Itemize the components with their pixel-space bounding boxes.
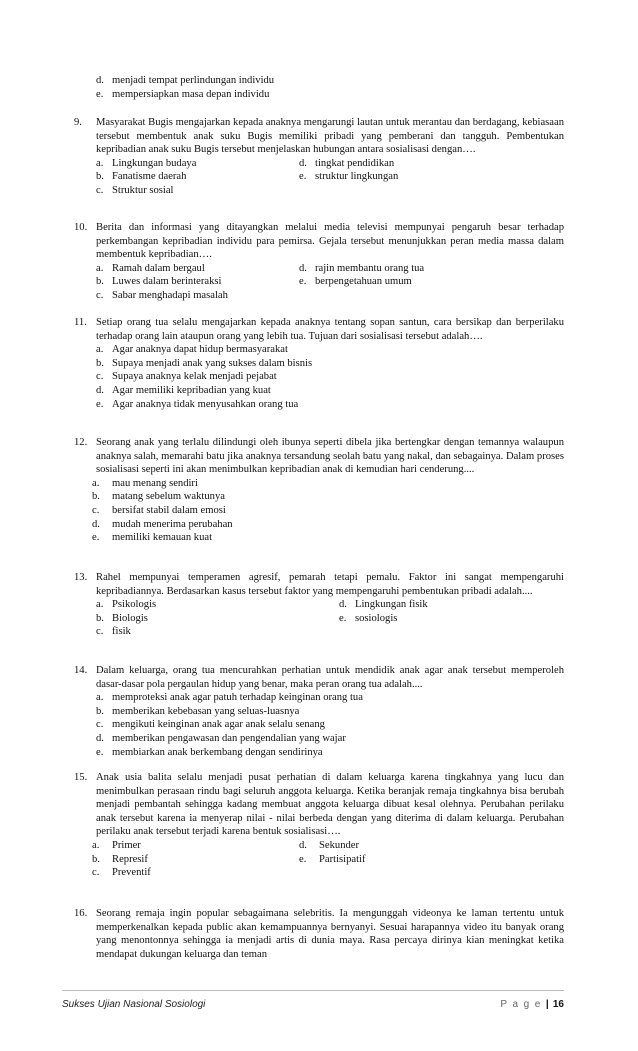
question-number: 14. <box>74 665 88 676</box>
option-b: b. Supaya menjadi anak yang sukses dalam bisnis <box>96 357 313 369</box>
option-b: b. memberikan kebebasan yang seluas-luasnya <box>96 705 300 717</box>
question-16 <box>74 907 564 961</box>
question-9 <box>74 116 564 198</box>
question-number: 13. <box>74 572 88 583</box>
question-number: 15. <box>74 772 88 783</box>
page-num: 16 <box>552 999 564 1010</box>
footer-page-number <box>500 998 564 1012</box>
option-d: d. mudah menerima perubahan <box>92 518 233 530</box>
option-e: e. mempersiapkan masa depan individu <box>96 88 270 100</box>
option-e: e. struktur lingkungan <box>299 171 399 183</box>
continued-options <box>74 74 564 101</box>
question-14 <box>74 664 564 759</box>
question-text: Seorang remaja ingin popular sebagaimana selebritis. Ia mengunggah videonya ke laman tertentu untuk memperkenalkan kepada public akan kemampuannya bernyanyi. Sesuai harapannya video itu banyak orang yang menontonnya sehingga ia menjadi artis di dunia maya. Rasa percaya dirinya kian meningkat ketika mendapat dukungan keluarga dan teman <box>96 908 564 960</box>
option-b: b. matang sebelum waktunya <box>92 491 225 503</box>
question-text: Masyarakat Bugis mengajarkan kepada anaknya mengarungi lautan untuk merantau dan berdagang, kebiasaan tersebut membentuk anak suku Bugis memiliki pribadi yang pemberani dan tangguh. Pembentukan kepribadian anak suku Bugis tersebut menjelaskan hubungan antara sosialisasi dengan…. <box>96 117 564 156</box>
option-a: a. Primer <box>92 839 141 851</box>
option-d: d. menjadi tempat perlindungan individu <box>96 75 275 86</box>
question-text: Seorang anak yang terlalu dilindungi oleh ibunya seperti dibela jika bertengkar dengan temannya walaupun anaknya salah, memarahi batu jika anaknya tersandung seolah batu yang nakal, dan sebagainya. Dalam proses sosialisasi seperti ini akan menimbulkan kepribadian anak di kemudian hari cenderung.... <box>96 437 564 476</box>
question-10 <box>74 221 564 303</box>
page-label: P a g e <box>500 999 542 1010</box>
question-15 <box>74 771 564 880</box>
question-text: Anak usia balita selalu menjadi pusat perhatian di dalam keluarga karena tingkahnya yang lucu dan menimbulkan perasaan rindu bagi seluruh anggota keluarga. Ketika beranjak remaja tingkahnya bisa berubah menjadi pembantah sehingga kadang membuat anggota keluarga dibuat kesal olehnya. Perubahan perilaku anak tersebut karena ia menyerap nilai - nilai berbeda dengan yang diterima di dalam keluarga. Perubahan perilaku anak tersebut terjadi karena bentuk sosialisasi…. <box>96 772 564 838</box>
option-d: d. Sekunder <box>299 839 360 851</box>
option-a: a. Lingkungan budaya <box>96 157 197 169</box>
option-e: e. Agar anaknya tidak menyusahkan orang tua <box>96 398 299 410</box>
question-number: 10. <box>74 222 88 233</box>
option-e: e. berpengetahuan umum <box>299 276 412 288</box>
option-d: d. rajin membantu orang tua <box>299 262 425 274</box>
question-text: Rahel mempunyai temperamen agresif, pemarah tetapi pemalu. Faktor ini sangat mempengaruhi kepribadiannya. Berdasarkan kasus tersebut faktor yang mempengaruhi pembentukan pribadi adalah.... <box>96 572 564 597</box>
question-12 <box>74 436 564 545</box>
option-b: b. Fanatisme daerah <box>96 171 187 183</box>
option-e: e. sosiologis <box>339 612 398 624</box>
question-11 <box>74 316 564 411</box>
option-c: c. Supaya anaknya kelak menjadi pejabat <box>96 371 277 383</box>
option-e: e. membiarkan anak berkembang dengan sendirinya <box>96 746 323 758</box>
option-c: c. Preventif <box>92 867 151 879</box>
page-separator: | <box>545 999 549 1010</box>
question-number: 9. <box>74 117 82 128</box>
footer-divider <box>62 990 564 991</box>
option-e: e. Partisipatif <box>299 853 366 865</box>
question-text: Setiap orang tua selalu mengajarkan kepada anaknya tentang sopan santun, cara bersikap dan berperilaku terhadap orang lain ataupun orang yang lebih tua. Tujuan dari sosialisasi tersebut adalah…. <box>96 317 564 342</box>
question-number: 11. <box>74 317 87 328</box>
option-c: c. mengikuti keinginan anak agar anak selalu senang <box>96 719 325 731</box>
option-a: a. Psikologis <box>96 599 157 611</box>
option-d: d. Lingkungan fisik <box>339 599 428 611</box>
option-b: b. Biologis <box>96 612 148 624</box>
question-13 <box>74 571 564 639</box>
option-a: a. Agar anaknya dapat hidup bermasyarakat <box>96 344 288 356</box>
option-a: a. memproteksi anak agar patuh terhadap keinginan orang tua <box>96 692 363 704</box>
option-a: a. Ramah dalam bergaul <box>96 262 205 274</box>
footer-title: Sukses Ujian Nasional Sosiologi <box>62 999 206 1010</box>
question-number: 12. <box>74 437 88 448</box>
option-c: c. bersifat stabil dalam emosi <box>92 504 226 516</box>
option-e: e. memiliki kemauan kuat <box>92 532 213 544</box>
option-a: a. mau menang sendiri <box>92 477 198 489</box>
option-d: d. memberikan pengawasan dan pengendalian yang wajar <box>96 732 346 744</box>
option-c: c. fisik <box>96 626 131 638</box>
question-text: Berita dan informasi yang ditayangkan melalui media televisi mempunyai pengaruh besar terhadap perkembangan kepribadian individu para pemirsa. Gejala tersebut menunjukkan peran media massa dalam membentuk kepribadian…. <box>96 222 564 261</box>
option-d: d. Agar memiliki kepribadian yang kuat <box>96 384 271 396</box>
question-number: 16. <box>74 908 88 919</box>
option-c: c. Sabar menghadapi masalah <box>96 289 228 301</box>
option-b: b. Represif <box>92 853 148 865</box>
question-text: Dalam keluarga, orang tua mencurahkan perhatian untuk mendidik anak agar anak tersebut memperoleh dasar-dasar pola pergaulan hidup yang benar, maka peran orang tua adalah.... <box>96 665 564 690</box>
option-b: b. Luwes dalam berinteraksi <box>96 276 222 288</box>
option-d: d. tingkat pendidikan <box>299 157 395 169</box>
option-c: c. Struktur sosial <box>96 184 174 196</box>
